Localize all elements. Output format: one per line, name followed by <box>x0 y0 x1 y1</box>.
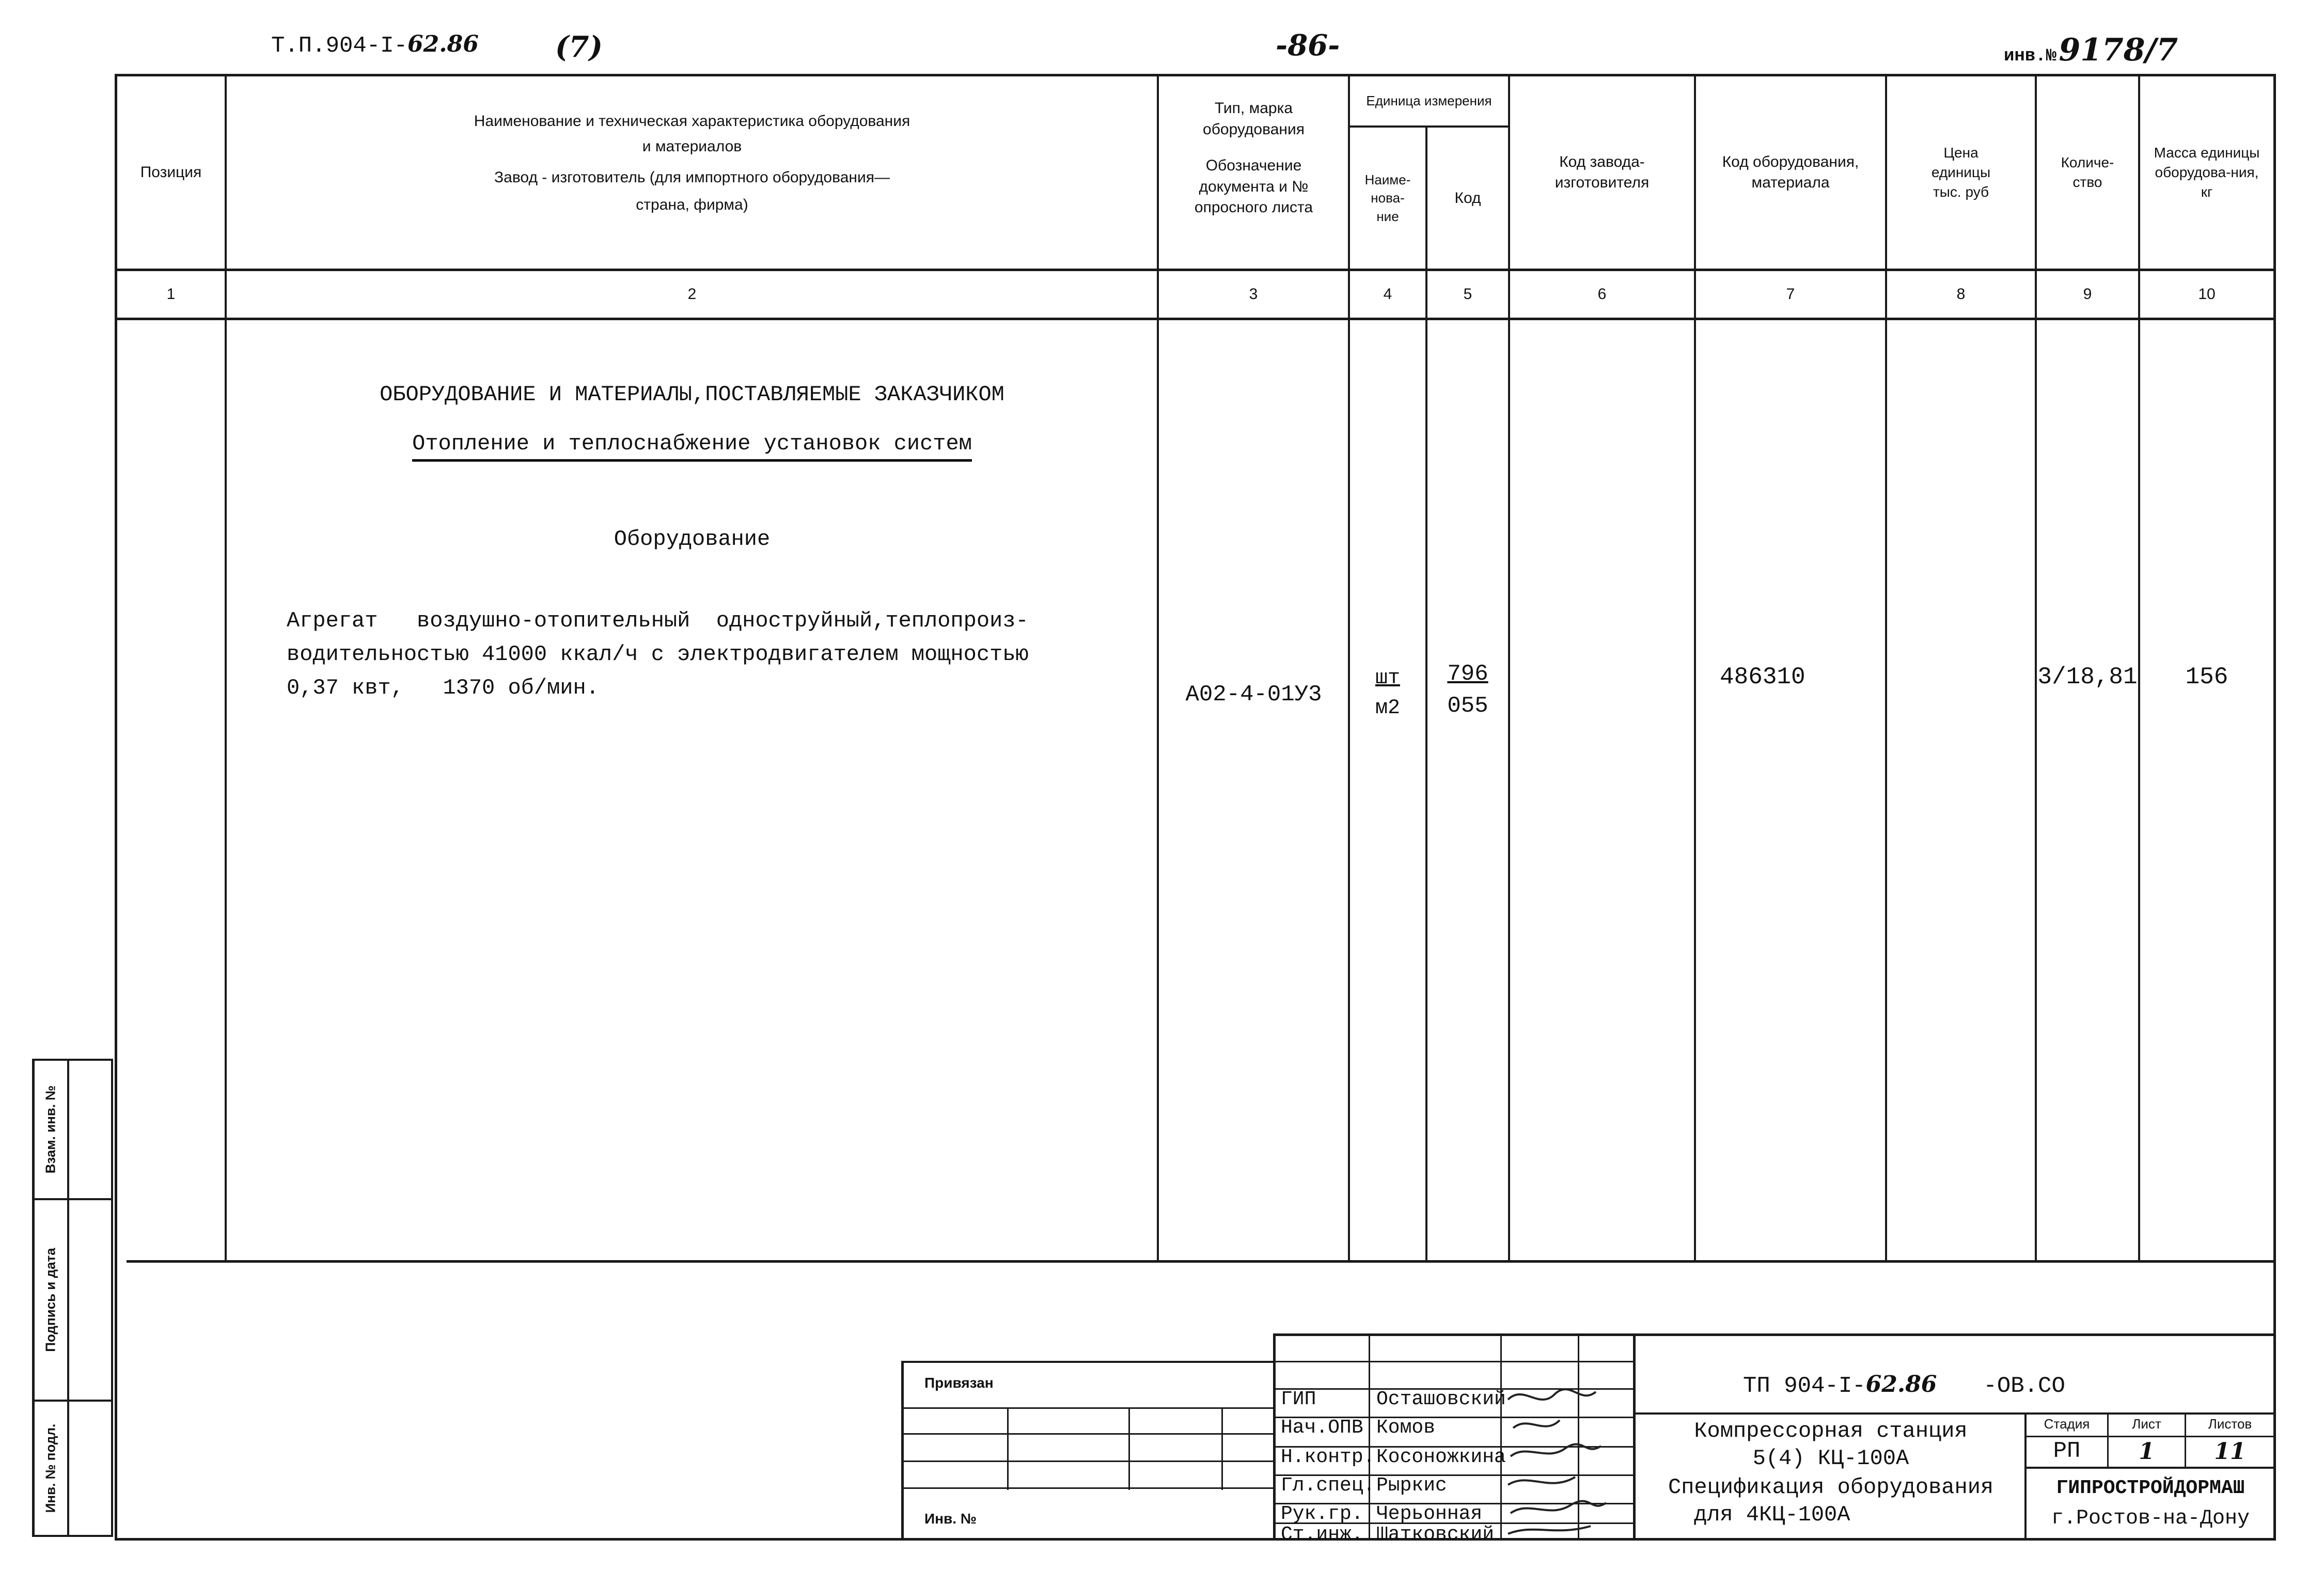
side-box-2 <box>34 1200 67 1400</box>
row-equipment-code: 486310 <box>1720 664 1805 690</box>
sheet-label: Лист <box>2132 1416 2161 1432</box>
section-subtitle-text: Отопление и теплоснабжение установок систем <box>412 431 972 462</box>
row-mass: 156 <box>2185 664 2228 690</box>
row-unit-name-top: шт <box>1375 667 1400 690</box>
col-number-4: 4 <box>1383 285 1392 303</box>
col-number-2: 2 <box>687 285 697 303</box>
side-box-3-label: Инв. № подл. <box>42 1423 58 1513</box>
tb-title <box>1637 1418 2024 1528</box>
header-position: Позиция <box>140 163 202 181</box>
tb-title-line4: для 4КЦ-100А <box>1694 1502 1850 1527</box>
header-name-line2: и материалов <box>642 137 742 155</box>
inv-label: инв.№ <box>2004 46 2057 66</box>
doc-number <box>271 31 479 59</box>
header-type-top: Тип, марка оборудования <box>1203 100 1305 138</box>
row-desc-line2: водительностью 41000 ккал/ч с электродвигателем мощностью <box>287 642 1029 667</box>
row-unit-name-bottom: м2 <box>1375 697 1400 720</box>
tb-code-hand: 62.86 <box>1865 1371 1937 1397</box>
tb-code <box>1743 1371 2065 1399</box>
privyazan-label: Привязан <box>924 1375 994 1391</box>
sheets-label: Листов <box>2208 1416 2252 1432</box>
stage-value: РП <box>2053 1438 2081 1464</box>
signer-role-2: Н.контр. <box>1281 1446 1375 1468</box>
row-quantity: 3/18,81 <box>2037 664 2138 690</box>
header-type <box>1162 98 1345 218</box>
row-unit-code <box>1427 658 1508 722</box>
doc-number-printed: Т.П.904-I- <box>271 33 408 59</box>
tb-code-prefix: ТП 904-I- <box>1743 1373 1866 1399</box>
col-number-1: 1 <box>166 285 176 303</box>
sheets-value: 11 <box>2214 1438 2246 1465</box>
tb-title-line1: Компрессорная станция <box>1694 1419 1968 1443</box>
signer-role-5: Ст.инж. <box>1281 1524 1363 1546</box>
tb-title-line3: Спецификация оборудования <box>1668 1475 1994 1500</box>
header-name <box>227 111 1157 215</box>
col-number-8: 8 <box>1956 285 1966 303</box>
signer-role-1: Нач.ОПВ <box>1281 1417 1363 1439</box>
side-box-1 <box>34 1061 67 1198</box>
signer-name-1: Комов <box>1376 1417 1436 1439</box>
doc-number-hand: 62.86 <box>407 31 479 57</box>
row-desc-line3: 0,37 квт, 1370 об/мин. <box>287 676 599 701</box>
signature-marks <box>1498 1384 1642 1539</box>
row-description <box>287 604 1029 705</box>
inv-number: 9178/7 <box>2059 32 2178 68</box>
row-desc-line1: Агрегат воздушно-отопительный одноструйный,теплопроиз- <box>287 608 1029 633</box>
inventory-number <box>2004 32 2178 68</box>
header-unit-code: Код <box>1454 189 1481 207</box>
side-box-3 <box>34 1402 67 1535</box>
header-equipment-code: Код оборудования, материала <box>1722 153 1859 191</box>
tb-code-suffix: -ОВ.СО <box>1983 1373 2065 1399</box>
col-number-9: 9 <box>2083 285 2092 303</box>
signer-name-4: Черьонная <box>1376 1503 1483 1525</box>
col-number-6: 6 <box>1597 285 1607 303</box>
signer-role-0: ГИП <box>1281 1388 1316 1410</box>
header-type-bottom: Обозначение документа и № опросного листа <box>1194 157 1313 216</box>
header-mass: Масса единицы оборудова-ния, кг <box>2154 145 2260 200</box>
section-subtitle <box>227 431 1157 456</box>
row-unit-code-bottom: 055 <box>1447 693 1488 719</box>
page-number: -86- <box>1276 28 1340 62</box>
side-box-2-label: Подпись и дата <box>42 1248 58 1352</box>
signer-name-0: Осташовский <box>1376 1388 1506 1410</box>
header-unit-name: Наиме-нова-ние <box>1364 172 1411 224</box>
sheet-mark: (7) <box>555 30 603 64</box>
header-price: Цена единицы тыс. руб <box>1931 145 1991 200</box>
section-title: ОБОРУДОВАНИЕ И МАТЕРИАЛЫ,ПОСТАВЛЯЕМЫЕ ЗАКАЗЧИКОМ <box>380 382 1004 407</box>
col-number-3: 3 <box>1249 285 1258 303</box>
header-name-line4: страна, фирма) <box>636 196 748 213</box>
tb-title-line2: 5(4) КЦ-100А <box>1752 1446 1909 1471</box>
col-number-7: 7 <box>1786 285 1795 303</box>
side-box-1-label: Взам. инв. № <box>42 1085 58 1174</box>
row-type: А02-4-01У3 <box>1185 682 1322 708</box>
header-name-line1: Наименование и техническая характеристика оборудования <box>474 113 910 130</box>
signer-role-4: Рук.гр. <box>1281 1503 1363 1525</box>
header-maker-code: Код завода-изготовителя <box>1554 153 1650 191</box>
header-unit-group: Единица измерения <box>1366 93 1492 109</box>
stage-label: Стадия <box>2044 1416 2090 1432</box>
org-city: г.Ростов-на-Дону <box>2051 1507 2250 1530</box>
signer-name-5: Шатковский <box>1376 1524 1495 1546</box>
col-number-5: 5 <box>1463 285 1472 303</box>
signer-name-3: Рыркис <box>1376 1474 1447 1497</box>
row-unit-code-top: 796 <box>1447 661 1488 687</box>
header-name-line3: Завод - изготовитель (для импортного оборудования— <box>494 169 890 186</box>
sheet-value: 1 <box>2139 1438 2155 1465</box>
group-title: Оборудование <box>614 527 771 552</box>
privyazan-inv: Инв. № <box>924 1511 977 1527</box>
signer-name-2: Косоножкина <box>1376 1446 1506 1468</box>
org-name: ГИПРОСТРОЙДОРМАШ <box>2056 1477 2245 1499</box>
row-unit-name <box>1350 664 1425 724</box>
header-quantity: Количе-ство <box>2061 154 2114 190</box>
col-number-10: 10 <box>2198 285 2216 303</box>
signer-role-3: Гл.спец. <box>1281 1474 1375 1497</box>
